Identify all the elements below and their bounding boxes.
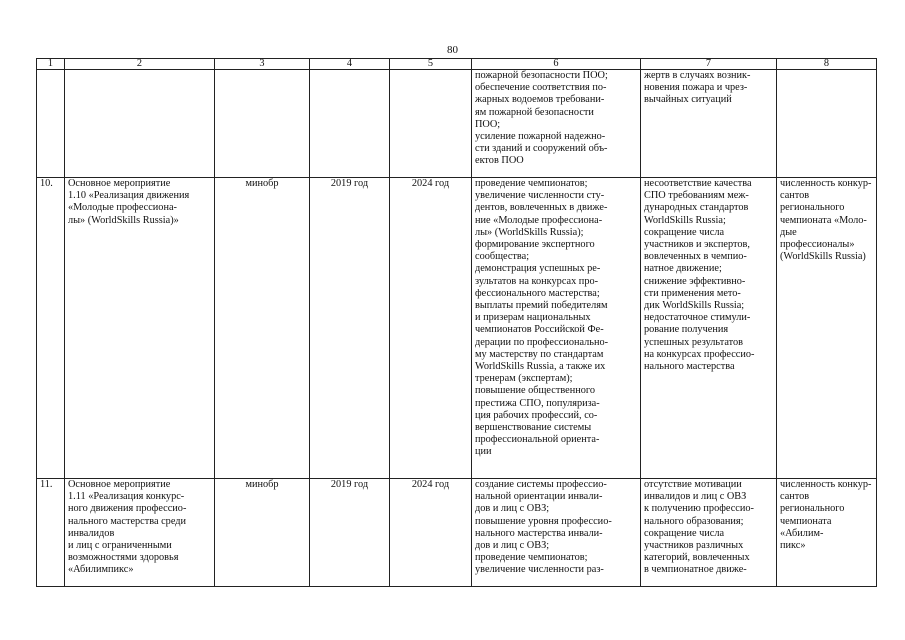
end-year-cell: 2024 год — [390, 178, 472, 479]
table-row — [37, 178, 877, 479]
column-number: 7 — [641, 59, 777, 70]
result-cell: пожарной безопасности ПОО; обеспечение соответствия по- жарных водоемов требовани- ям пожарной безопасности ПОО; усиление пожарной надежно- сти зданий и сооружений объ- ектов ПОО — [472, 70, 641, 178]
risks-cell: несоответствие качества СПО требованиям меж- дународных стандартов WorldSkills Russia; сокращение числа участников и экспертов, вовлеченных в чемпио- натное движение; снижение эффективно- сти применения мето- дик WorldSkills Russia; недостаточное стимули- рование получения успешных результатов на конкурсах профессио- нального мастерства — [641, 178, 777, 479]
table-row — [37, 70, 877, 178]
column-number: 6 — [472, 59, 641, 70]
start-year-cell: 2019 год — [310, 178, 390, 479]
measure-cell: Основное мероприятие 1.11 «Реализация конкурс- ного движения профессио- нального мастерства среди инвалидов и лиц с ограниченными возможностями здоровья «Абилимпикс» — [65, 479, 215, 587]
risks-cell: отсутствие мотивации инвалидов и лиц с ОВЗ к получению профессио- нального образования; сокращение числа участников различных категорий, вовлеченных в чемпионатное движе- — [644, 479, 754, 576]
indicator-cell: численность конкур- сантов регионального чемпионата «Моло- дые профессионалы» (WorldSkills Russia) — [777, 178, 877, 479]
column-number-row — [37, 59, 877, 70]
column-number: 5 — [390, 59, 472, 70]
end-year-cell: 2024 год — [390, 479, 472, 587]
page-number: 80 — [447, 44, 458, 56]
risks-cell-wrap — [641, 479, 777, 587]
result-cell: создание системы профессио- нальной ориентации инвали- дов и лиц с ОВЗ; повышение уровня профессио- нального мастерства инвали- дов и лиц с ОВЗ; проведение чемпионатов; увеличение численности раз- — [475, 479, 612, 576]
executor-cell — [215, 70, 310, 178]
measures-table — [36, 58, 877, 587]
indicator-cell — [777, 70, 877, 178]
measure-cell — [65, 70, 215, 178]
executor-cell: минобр — [215, 178, 310, 479]
column-number: 8 — [777, 59, 877, 70]
start-year-cell: 2019 год — [310, 479, 390, 587]
row-number: 10. — [37, 178, 65, 479]
start-year-cell — [310, 70, 390, 178]
row-number: 11. — [37, 479, 65, 587]
end-year-cell — [390, 70, 472, 178]
row-number — [37, 70, 65, 178]
table-row — [37, 479, 877, 587]
executor-cell: минобр — [215, 479, 310, 587]
measure-cell: Основное мероприятие 1.10 «Реализация движения «Молодые профессиона- лы» (WorldSkills Russia)» — [65, 178, 215, 479]
indicator-cell: численность конкур- сантов регионального чемпионата «Абилим- пикс» — [777, 479, 877, 587]
column-number: 2 — [65, 59, 215, 70]
column-number: 4 — [310, 59, 390, 70]
result-cell-wrap — [472, 479, 641, 587]
column-number: 3 — [215, 59, 310, 70]
column-number: 1 — [37, 59, 65, 70]
risks-cell: жертв в случаях возник- новения пожара и чрез- вычайных ситуаций — [641, 70, 777, 178]
result-cell: проведение чемпионатов; увеличение численности сту- дентов, вовлеченных в движе- ние «Молодые профессиона- лы» (WorldSkills Russia); формирование экспертного сообщества; демонстрация успешных ре- зультатов на конкурсах про- фессионального мастерства; выплаты премий победителям и призерам национальных чемпионатов Российской Фе- дерации по профессионально- му мастерству по стандартам WorldSkills Russia, а также их тренерам (экспертам); повышение общественного престижа СПО, популяриза- ция рабочих профессий, со- вершенствование системы профессиональной ориента- ции — [472, 178, 641, 479]
